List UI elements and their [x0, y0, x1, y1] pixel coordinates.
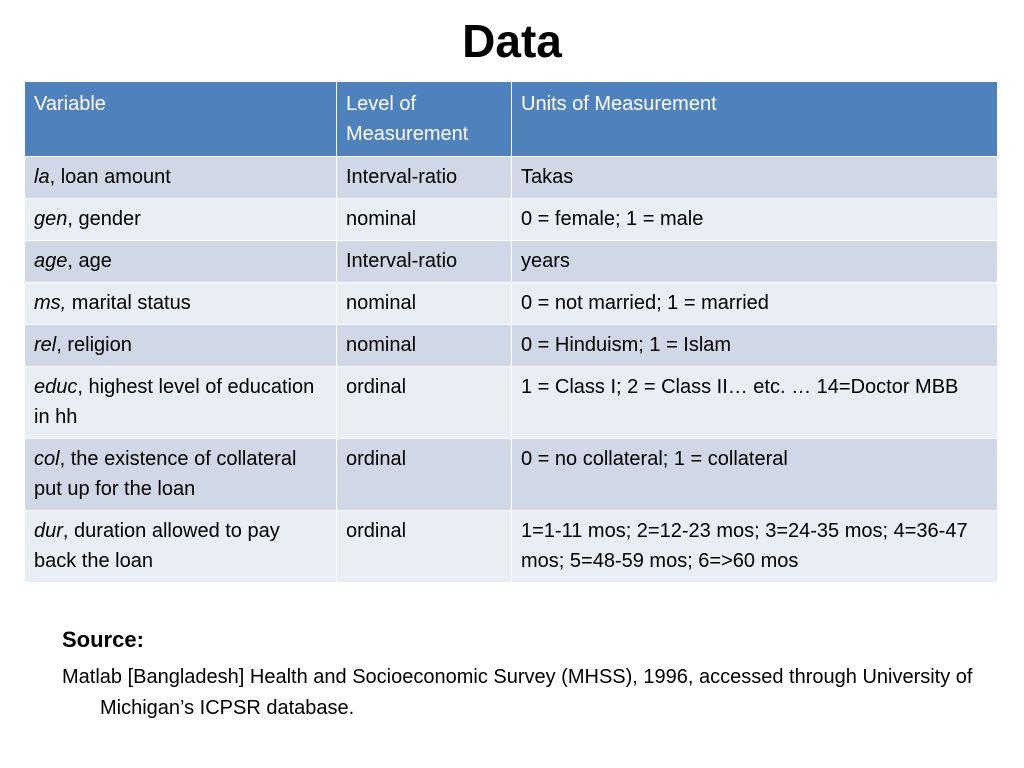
variable-separator: ,	[77, 376, 89, 398]
variable-cell	[25, 439, 337, 511]
level-cell: Interval-ratio	[337, 157, 512, 199]
table-header-row	[25, 82, 998, 157]
table-row	[25, 325, 998, 367]
units-cell: 0 = Hinduism; 1 = Islam	[512, 325, 998, 367]
table-row	[25, 241, 998, 283]
units-cell: 0 = not married; 1 = married	[512, 283, 998, 325]
variable-separator: ,	[62, 520, 75, 542]
header-units-of-measurement: Units of Measurement	[512, 82, 998, 157]
level-cell: nominal	[337, 199, 512, 241]
level-cell: Interval-ratio	[337, 241, 512, 283]
variable-cell	[25, 241, 337, 283]
variable-code: educ	[34, 376, 78, 398]
source-citation: Matlab [Bangladesh] Health and Socioeconomic Survey (MHSS), 1996, accessed through University of Michigan’s ICPSR database.	[62, 666, 973, 719]
variable-cell	[25, 325, 337, 367]
variable-description: duration allowed to pay back the loan	[34, 520, 280, 572]
units-cell: 1=1-11 mos; 2=12-23 mos; 3=24-35 mos; 4=36-47 mos; 5=48-59 mos; 6=>60 mos	[512, 511, 998, 583]
variable-separator: ,	[49, 166, 61, 188]
variable-description: the existence of collateral put up for the loan	[34, 448, 297, 500]
variable-code: dur	[34, 520, 63, 542]
variable-code: age	[34, 250, 68, 272]
table-row	[25, 367, 998, 439]
variable-separator: ,	[67, 250, 79, 272]
level-cell: nominal	[337, 283, 512, 325]
variable-cell	[25, 511, 337, 583]
header-variable: Variable	[25, 82, 337, 157]
variable-description: marital status	[71, 292, 191, 314]
variable-cell	[25, 157, 337, 199]
source-heading: Source:	[62, 627, 144, 652]
slide-title: Data	[462, 15, 562, 67]
table-row	[25, 439, 998, 511]
variable-cell	[25, 199, 337, 241]
variable-code: la	[34, 166, 50, 188]
variable-code: col	[34, 448, 60, 470]
units-cell: 0 = no collateral; 1 = collateral	[512, 439, 998, 511]
variable-separator: ,	[67, 208, 79, 230]
variable-cell	[25, 283, 337, 325]
units-cell: 1 = Class I; 2 = Class II… etc. … 14=Doctor MBB	[512, 367, 998, 439]
units-cell: 0 = female; 1 = male	[512, 199, 998, 241]
level-cell: nominal	[337, 325, 512, 367]
variable-description: age	[78, 250, 112, 272]
level-cell: ordinal	[337, 511, 512, 583]
variable-description: gender	[78, 208, 141, 230]
units-cell: Takas	[512, 157, 998, 199]
units-cell: years	[512, 241, 998, 283]
variable-code: gen	[34, 208, 68, 230]
variable-separator: ,	[59, 448, 71, 470]
variable-code: rel	[34, 334, 57, 356]
table-row	[25, 199, 998, 241]
variable-description: loan amount	[60, 166, 171, 188]
variable-description: religion	[67, 334, 132, 356]
level-cell: ordinal	[337, 439, 512, 511]
variables-table	[24, 81, 998, 583]
variable-separator: ,	[56, 334, 68, 356]
variable-cell	[25, 367, 337, 439]
variable-description: highest level of education in hh	[34, 376, 315, 428]
table-row	[25, 157, 998, 199]
level-cell: ordinal	[337, 367, 512, 439]
variable-code: ms,	[34, 292, 67, 314]
table-row	[25, 511, 998, 583]
header-level-of-measurement: Level of Measurement	[337, 82, 512, 157]
table-row	[25, 283, 998, 325]
